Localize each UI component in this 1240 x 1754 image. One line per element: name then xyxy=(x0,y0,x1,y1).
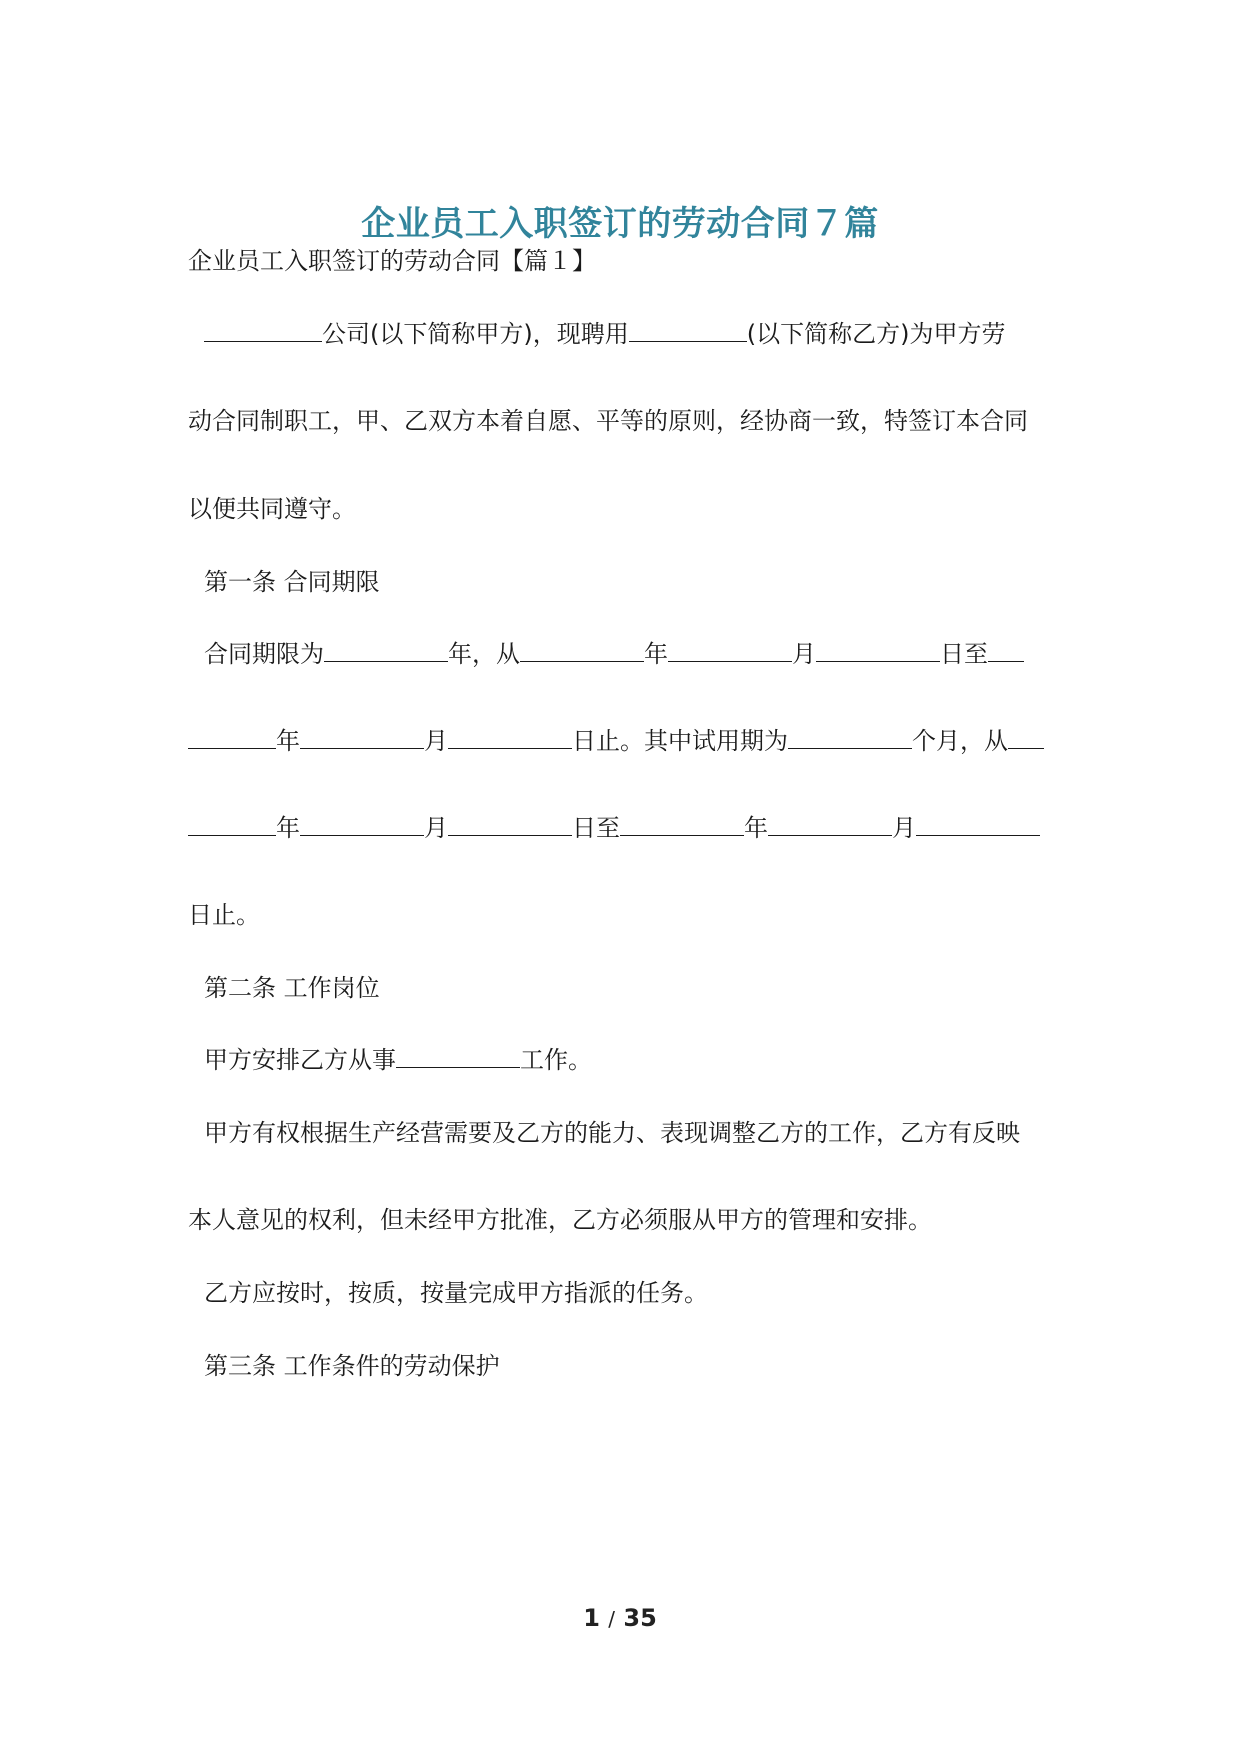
article-1-text: 合同期限为 xyxy=(204,640,324,668)
blank-field xyxy=(988,639,1024,662)
article-1-text: 日止。其中试用期为 xyxy=(572,727,788,755)
article-1-text: 年 xyxy=(276,727,300,755)
page-total: 35 xyxy=(623,1604,657,1632)
article-1-line-2 xyxy=(188,725,1044,757)
blank-field xyxy=(768,813,892,836)
blank-field xyxy=(448,726,572,749)
blank-field xyxy=(1008,726,1044,749)
article-2-line-1 xyxy=(204,1044,592,1076)
intro-line-1 xyxy=(204,318,1005,350)
article-1-text: 日至 xyxy=(940,640,988,668)
article-2-heading: 第二条 工作岗位 xyxy=(204,974,380,1002)
intro-text-2: (以下简称乙方)为甲方劳 xyxy=(746,320,1006,348)
article-1-text: 年 xyxy=(744,814,768,842)
blank-field xyxy=(396,1045,520,1068)
article-1-text: 月 xyxy=(792,640,816,668)
blank-field xyxy=(188,813,276,836)
document-subtitle: 企业员工入职签订的劳动合同【篇１】 xyxy=(188,247,596,275)
article-2-line-2: 甲方有权根据生产经营需要及乙方的能力、表现调整乙方的工作，乙方有反映 xyxy=(204,1119,1020,1147)
blank-field xyxy=(300,813,424,836)
blank-field xyxy=(520,639,644,662)
blank-field xyxy=(816,639,940,662)
blank-field xyxy=(448,813,572,836)
blank-field xyxy=(188,726,276,749)
article-1-text: 个月，从 xyxy=(912,727,1008,755)
article-1-text: 月 xyxy=(424,814,448,842)
intro-text-1: 公司(以下简称甲方)，现聘用 xyxy=(322,320,629,348)
blank-field xyxy=(916,813,1040,836)
article-2-line-3: 本人意见的权利，但未经甲方批准，乙方必须服从甲方的管理和安排。 xyxy=(188,1206,932,1234)
article-1-line-4: 日止。 xyxy=(188,901,260,929)
blank-field xyxy=(629,319,747,342)
intro-line-2: 动合同制职工，甲、乙双方本着自愿、平等的原则，经协商一致，特签订本合同 xyxy=(188,407,1028,435)
blank-field xyxy=(788,726,912,749)
article-1-text: 年 xyxy=(644,640,668,668)
document-title: 企业员工入职签订的劳动合同７篇 xyxy=(361,204,879,244)
article-1-text: 月 xyxy=(424,727,448,755)
page-number xyxy=(0,1604,1240,1632)
blank-field xyxy=(668,639,792,662)
page-current: 1 xyxy=(583,1604,600,1632)
article-1-line-1 xyxy=(204,638,1024,670)
article-1-text: 年，从 xyxy=(448,640,520,668)
article-1-text: 月 xyxy=(892,814,916,842)
page-separator: / xyxy=(608,1607,616,1631)
article-1-line-3 xyxy=(188,812,1040,844)
intro-line-3: 以便共同遵守。 xyxy=(188,495,356,523)
blank-field xyxy=(300,726,424,749)
article-2-line-4: 乙方应按时，按质，按量完成甲方指派的任务。 xyxy=(204,1279,708,1307)
blank-field xyxy=(620,813,744,836)
blank-field xyxy=(324,639,448,662)
article-1-heading: 第一条 合同期限 xyxy=(204,568,380,596)
article-2-text: 工作。 xyxy=(520,1046,592,1074)
article-1-text: 年 xyxy=(276,814,300,842)
article-2-text: 甲方安排乙方从事 xyxy=(204,1046,396,1074)
blank-field xyxy=(204,319,322,342)
article-1-text: 日至 xyxy=(572,814,620,842)
article-3-heading: 第三条 工作条件的劳动保护 xyxy=(204,1352,500,1380)
